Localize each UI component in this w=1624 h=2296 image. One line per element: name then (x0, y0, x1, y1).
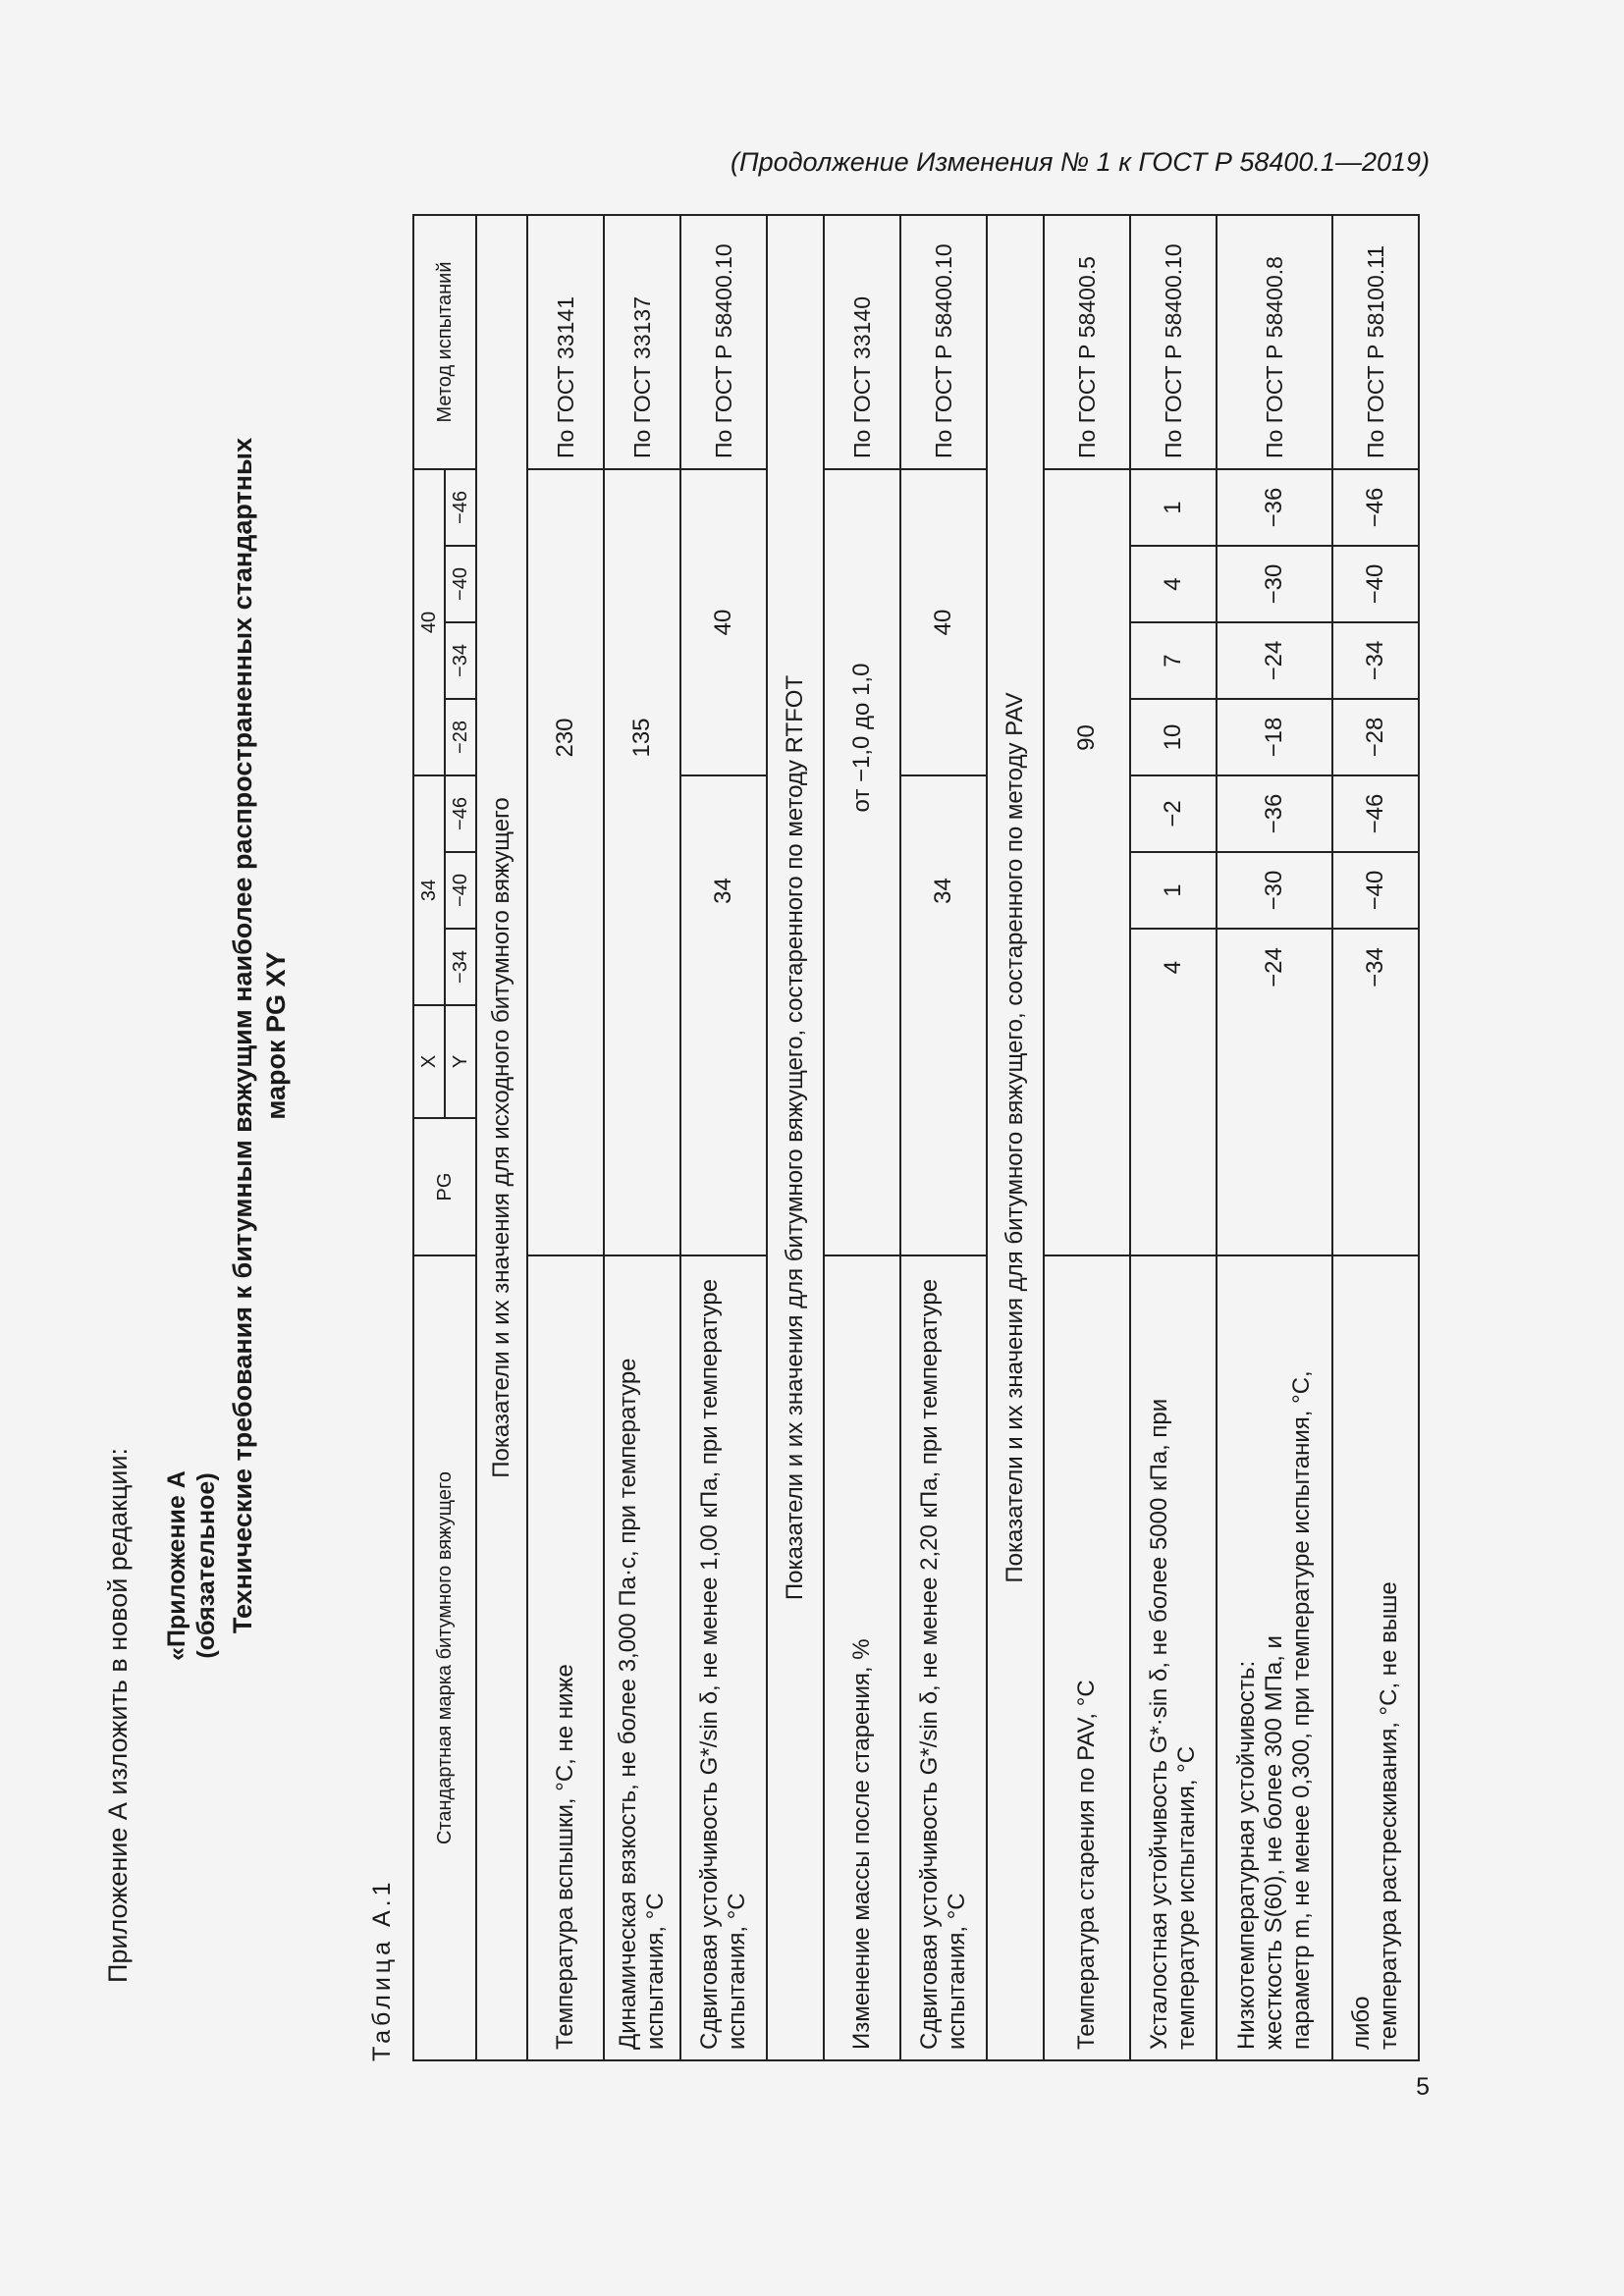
row-method: По ГОСТ Р 58100.11 (1332, 215, 1419, 469)
row-name (1217, 1255, 1332, 2060)
row-cell: 4 (1130, 929, 1217, 1005)
row-method: По ГОСТ 33137 (604, 215, 680, 469)
y-header: Y (445, 1005, 476, 1118)
row-name: Сдвиговая устойчивость G*/sin δ, не менее 1,00 кПа, при температуре испытания, °С (680, 1255, 767, 2060)
row-cell: −46 (1332, 775, 1419, 852)
row-cell: −36 (1217, 469, 1332, 546)
row-cell: −34 (1332, 929, 1419, 1005)
row-name-line: параметр m, не менее 0,300, при температуре испытания, °С, (1288, 1370, 1315, 2050)
x40-header: 40 (413, 469, 445, 775)
row-cell: 7 (1130, 622, 1217, 699)
table-row-flash (527, 215, 604, 2060)
y-value: −46 (445, 775, 476, 852)
row-cell: 1 (1130, 852, 1217, 929)
row-value-34: 34 (680, 775, 767, 1005)
pg-header: PG (413, 1118, 476, 1255)
row-method: По ГОСТ Р 58400.10 (680, 215, 767, 469)
row-name (1332, 1255, 1419, 2060)
row-value: 230 (527, 469, 604, 1005)
row-value: 135 (604, 469, 680, 1005)
x34-header: 34 (413, 775, 445, 1005)
table-title (226, 373, 293, 1698)
row-method: По ГОСТ 33141 (527, 215, 604, 469)
row-cell: −40 (1332, 546, 1419, 622)
section-title-2: Показатели и их значения для битумного вяжущего, состаренного по методу RTFOT (767, 215, 824, 2060)
row-value-34: 34 (900, 775, 987, 1005)
row-method: По ГОСТ Р 58400.10 (900, 215, 987, 469)
row-cell: −40 (1332, 852, 1419, 929)
section-title-1: Показатели и их значения для исходного битумного вяжущего (476, 215, 527, 2060)
row-cell: −30 (1217, 852, 1332, 929)
y-value: −46 (445, 469, 476, 546)
annex-title: «Приложение А (163, 1470, 190, 1661)
table-row-mass (824, 215, 900, 2060)
table-label: Таблица А.1 (368, 1878, 396, 2061)
row-method: По ГОСТ Р 58400.5 (1044, 215, 1130, 469)
row-name-line: жесткость S(60), не более 300 МПа, и (1261, 1635, 1287, 2050)
header-row-1 (413, 215, 445, 2060)
row-method: По ГОСТ 33140 (824, 215, 900, 469)
row-cell: 1 (1130, 469, 1217, 546)
annex-subtitle: (обязательное) (192, 1472, 220, 1659)
header-reference: (Продолжение Изменения № 1 к ГОСТ Р 58400.1—2019) (731, 147, 1430, 177)
table-row-pav (1044, 215, 1130, 2060)
row-name: Сдвиговая устойчивость G*/sin δ, не менее 2,20 кПа, при температуре испытания, °С (900, 1255, 987, 2060)
row-cell: −28 (1332, 699, 1419, 775)
table-title-line1: Технические требования к битумным вяжущим наиболее распространенных стандартных (228, 437, 257, 1634)
grade-header: Стандартная марка битумного вяжущего (413, 1255, 476, 2060)
rotated-content (103, 59, 1497, 2061)
annex-heading (162, 1070, 221, 2061)
section-row (767, 215, 824, 2060)
table-title-line2: марок PG XY (261, 951, 291, 1120)
row-value: 90 (1044, 469, 1130, 1005)
page-number: 5 (1416, 2073, 1430, 2101)
row-name-line: либо (1348, 1996, 1375, 2050)
row-name-line: температура растрескивания, °С, не выше (1376, 1581, 1402, 2050)
row-name: Изменение массы после старения, % (824, 1255, 900, 2060)
y-value: −40 (445, 546, 476, 622)
row-method: По ГОСТ Р 58400.10 (1130, 215, 1217, 469)
row-cell: −30 (1217, 546, 1332, 622)
y-value: −28 (445, 699, 476, 775)
y-value: −34 (445, 622, 476, 699)
requirements-table (412, 214, 1420, 2061)
section-title-3: Показатели и их значения для битумного вяжущего, состаренного по методу PAV (987, 215, 1044, 2060)
y-value: −40 (445, 852, 476, 929)
table-row-cracking (1332, 215, 1419, 2060)
row-name: Температура вспышки, °С, не ниже (527, 1255, 604, 2060)
y-value: −34 (445, 929, 476, 1005)
table-row-fatigue (1130, 215, 1217, 2060)
row-cell: −36 (1217, 775, 1332, 852)
row-name: Температура старения по PAV, °С (1044, 1255, 1130, 2060)
row-cell: 4 (1130, 546, 1217, 622)
row-name: Усталостная устойчивость G*·sin δ, не более 5000 кПа, при температуре испытания, °С (1130, 1255, 1217, 2060)
row-cell: −24 (1217, 622, 1332, 699)
row-name-line: Низкотемпературная устойчивость: (1233, 1660, 1260, 2050)
section-row (476, 215, 527, 2060)
row-cell: −2 (1130, 775, 1217, 852)
intro-text: Приложение А изложить в новой редакции: (103, 1448, 133, 1983)
table-row-viscosity (604, 215, 680, 2060)
row-cell: −34 (1332, 622, 1419, 699)
table-row-shear-rtfot (900, 215, 987, 2060)
row-cell: −18 (1217, 699, 1332, 775)
row-method: По ГОСТ Р 58400.8 (1217, 215, 1332, 469)
row-value-40: 40 (680, 469, 767, 775)
row-value-40: 40 (900, 469, 987, 775)
x-header: X (413, 1005, 445, 1118)
row-cell: −24 (1217, 929, 1332, 1005)
table-row-low-temp (1217, 215, 1332, 2060)
row-value: от −1,0 до 1,0 (824, 469, 900, 1005)
section-row (987, 215, 1044, 2060)
method-header: Метод испытаний (413, 215, 476, 469)
row-cell: 10 (1130, 699, 1217, 775)
row-cell: −46 (1332, 469, 1419, 546)
table-row-shear-original (680, 215, 767, 2060)
row-name: Динамическая вязкость, не более 3,000 Па·с, при температуре испытания, °С (604, 1255, 680, 2060)
